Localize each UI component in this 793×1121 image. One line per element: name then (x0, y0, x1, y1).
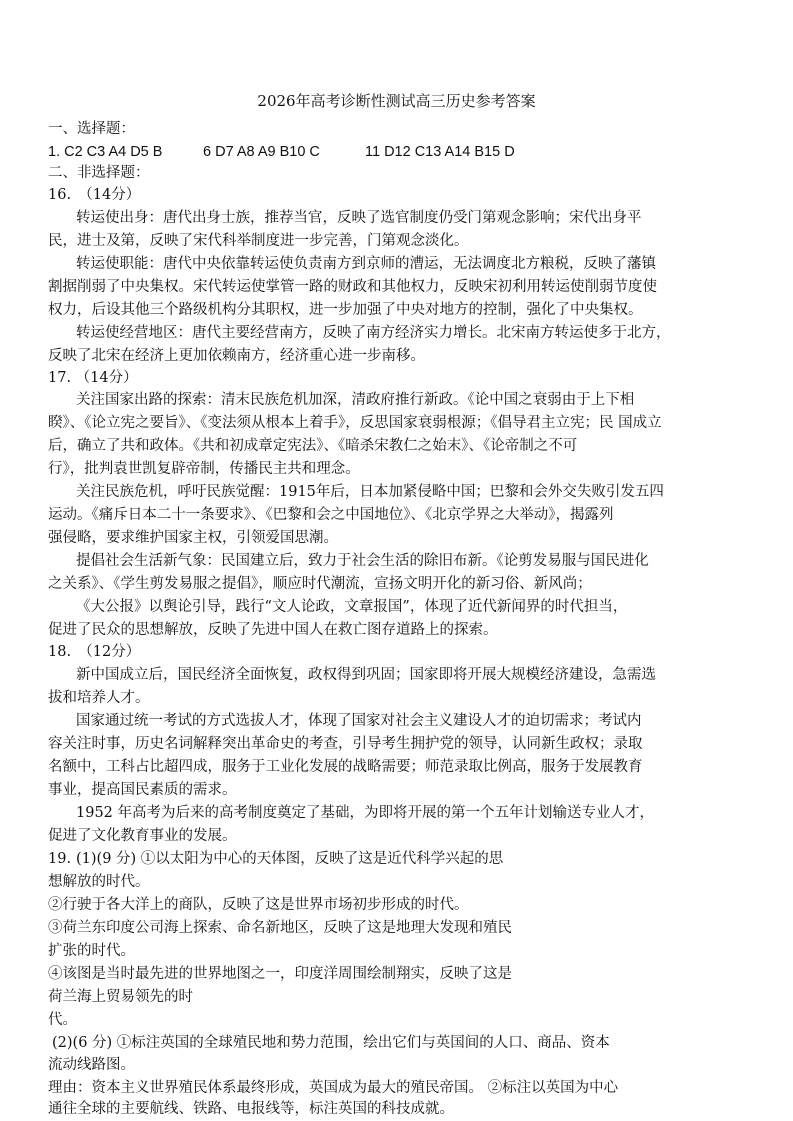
q17-line: 促进了民众的思想解放，反映了先进中国人在救亡图存道路上的探索。 (48, 622, 498, 638)
q18-line: 名额中，工科占比超四成，服务于工业化发展的战略需要；师范录取比例高，服务于发展教育 (48, 759, 643, 775)
q17-line: 强侵略，要求维护国家主权，引领爱国思潮。 (48, 530, 338, 546)
q17-line: 关注国家出路的探索：清末民族危机加深，清政府推行新政。《论中国之衰弱由于上下相 (76, 392, 635, 408)
q18-line: 国家通过统一考试的方式选拔人才，体现了国家对社会主义建设人才的迫切需求；考试内 (76, 713, 642, 729)
q17-line: 提倡社会生活新气象：民国建立后，致力于社会生活的除旧布新。《论剪发易服与国民进化 (76, 553, 649, 569)
q18-line: 事业，提高国民素质的需求。 (48, 782, 237, 798)
q19-part2-line: 通往全球的主要航线、铁路、电报线等，标注英国的科技成就。 (48, 1101, 454, 1117)
q19-line: ④该图是当时最先进的世界地图之一，印度洋周围绘制翔实，反映了这是 (48, 966, 512, 982)
section2-heading: 二、非选择题： (48, 165, 150, 181)
mcq-answers-6-10: 6 D7 A8 A9 B10 C (203, 144, 320, 160)
q18-line: 新中国成立后，国民经济全面恢复，政权得到巩固；国家即将开展大规模经济建设，急需选 (76, 667, 656, 683)
q19-part2: (2)(6 分) ①标注英国的全球殖民地和势力范围，绘出它们与英国间的人口、商品、资本 (52, 1035, 610, 1051)
q19-part2-line: 理由：资本主义世界殖民体系最终形成，英国成为最大的殖民帝国。 ②标注以英国为中心 (48, 1080, 619, 1096)
mcq-answers (48, 142, 515, 162)
section1-heading: 一、选择题： (48, 121, 135, 137)
mcq-answers-1-5: 1. C2 C3 A4 D5 B (48, 144, 163, 160)
q18-line: 容关注时事，历史名词解释突出革命史的考查，引导考生拥护党的领导，认同新生政权；录取 (48, 736, 643, 752)
q19-line: 想解放的时代。 (48, 874, 150, 890)
q16-line: 转运使职能：唐代中央依靠转运使负责南方到京师的漕运，无法调度北方粮税，反映了藩镇 (76, 256, 656, 272)
q16-line: 转运使经营地区：唐代主要经营南方，反映了南方经济实力增长。北宋南方转运使多于北方， (76, 325, 671, 341)
q17-line: 之关系》、《学生剪发易服之提倡》，顺应时代潮流，宣扬文明开化的新习俗、新风尚； (48, 576, 592, 592)
q17-line: 《大公报》以舆论引导，践行“文人论政，文章报国”，体现了近代新闻界的时代担当， (76, 599, 628, 615)
q18-line: 拔和培养人才。 (48, 690, 150, 706)
q19-line: 荷兰海上贸易领先的时 (48, 989, 193, 1005)
q17-line: 后，确立了共和政体。《共和初成章定宪法》、《暗杀宋教仁之始末》、《论帝制之不可 (48, 438, 578, 454)
q17-line: 关注民族危机，呼吁民族觉醒：1915年后，日本加紧侵略中国；巴黎和会外交失败引发五四 (76, 484, 664, 500)
q19-line: ②行驶于各大洋上的商队，反映了这是世界市场初步形成的时代。 (48, 897, 469, 913)
q17-line: 运动。《痛斥日本二十一条要求》、《巴黎和会之中国地位》、《北京学界之大举动》，揭露列 (48, 507, 614, 523)
q17-line: 行》，批判袁世凯复辟帝制，传播民主共和理念。 (48, 461, 360, 477)
q19-label: 19. (48, 851, 72, 867)
q16-line: 转运使出身：唐代出身士族，推荐当官，反映了选官制度仍受门第观念影响；宋代出身平 (76, 210, 642, 226)
q16-line: 民，进士及第，反映了宋代科举制度进一步完善，门第观念淡化。 (48, 233, 469, 249)
q18-line: 促进了文化教育事业的发展。 (48, 828, 237, 844)
q16-line: 割据削弱了中央集权。宋代转运使掌管一路的财政和其他权力，反映宋初利用转运使削弱节度使 (48, 279, 657, 295)
q17-line: 睽》、《论立宪之要旨》、《变法须从根本上着手》，反思国家衰弱根源；《倡导君主立宪；民 国成立 (48, 415, 662, 431)
q19-line: ③荷兰东印度公司海上探索、命名新地区，反映了这是地理大发现和殖民 (48, 920, 512, 936)
q18-line: 1952 年高考为后来的高考制度奠定了基础，为即将开展的第一个五年计划输送专业人才， (76, 805, 655, 821)
q16-line: 权力，后设其他三个路级机构分其职权，进一步加强了中央对地方的控制，强化了中央集权。 (48, 302, 643, 318)
q19-part2-line: 流动线路图。 (48, 1057, 135, 1073)
q18-label: 18. （12分） (48, 644, 141, 660)
q19-line: 代。 (48, 1012, 77, 1028)
page-title: 2026年高考诊断性测试高三历史参考答案 (257, 92, 536, 110)
q16-line: 反映了北宋在经济上更加依赖南方，经济重心进一步南移。 (48, 348, 425, 364)
q19-line: 扩张的时代。 (48, 943, 135, 959)
mcq-answers-11-15: 11 D12 C13 A14 B15 D (365, 144, 515, 160)
q16-label: 16. （14分） (48, 187, 141, 203)
q19-part1: (1)(9 分) ①以太阳为中心的天体图，反映了这是近代科学兴起的思 (76, 851, 504, 867)
q17-label: 17. （14分） (48, 370, 138, 386)
